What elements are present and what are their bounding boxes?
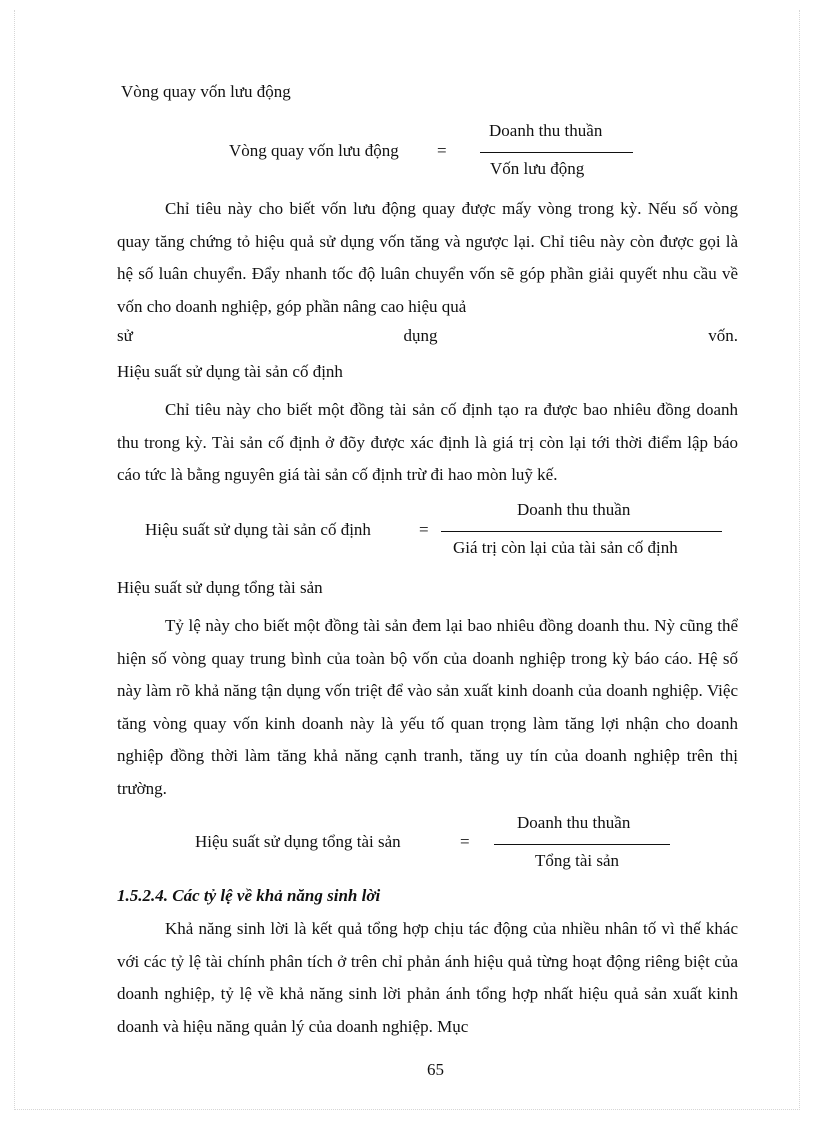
fraction-bar (494, 844, 670, 845)
word: dụng (403, 326, 438, 345)
formula-numerator: Doanh thu thuần (489, 121, 603, 140)
formula-numerator: Doanh thu thuần (517, 813, 631, 832)
formula-label: Hiệu suất sử dụng tài sản cố định (145, 520, 371, 539)
formula-equals: = (419, 520, 429, 539)
paragraph-vong-quay (117, 193, 738, 323)
formula-label: Vòng quay vốn lưu động (229, 141, 399, 160)
heading-vong-quay-von-luu-dong: Vòng quay vốn lưu động (121, 82, 291, 101)
paragraph-tong-ts (117, 610, 738, 805)
paragraph-text: Chỉ tiêu này cho biết một đồng tài sản cố định tạo ra được bao nhiêu đồng doanh thu trong kỳ. Tài sản cố định ở đõy được xác định là giá trị còn lại tới thời điểm lập báo cáo tức là bằng nguyên giá tài sản cố định trừ đi hao mòn luỹ kế. (117, 400, 738, 484)
word: vốn. (708, 326, 738, 345)
formula-denominator: Vốn lưu động (490, 159, 585, 178)
formula-label: Hiệu suất sử dụng tổng tài sản (195, 832, 401, 851)
fraction-bar (441, 531, 722, 532)
paragraph-tscd (117, 394, 738, 492)
formula-equals: = (460, 832, 470, 851)
heading-hieu-suat-tscd: Hiệu suất sử dụng tài sản cố định (117, 362, 343, 381)
section-heading: 1.5.2.4. Các tỷ lệ về khả năng sinh lời (117, 886, 381, 905)
formula-denominator: Tổng tài sản (535, 851, 620, 870)
paragraph-sinh-loi (117, 913, 738, 1043)
paragraph-text: Tỷ lệ này cho biết một đồng tài sản đem lại bao nhiêu đồng doanh thu. Nỳ cũng thể hiện số vòng quay trung bình của toàn bộ vốn của doanh nghiệp trong kỳ báo cáo. Hệ số này làm rõ khả năng tận dụng vốn triệt để vào sản xuất kinh doanh của doanh nghiệp. Việc tăng vòng quay vốn kinh doanh này là yếu tố quan trọng làm tăng lợi nhận cho doanh nghiệp đồng thời làm tăng khả năng cạnh tranh, tăng uy tín của doanh nghiệp trên thị trường. (117, 616, 738, 798)
paragraph-last-line (117, 326, 738, 346)
paragraph-text: Khả năng sinh lời là kết quả tổng hợp chịu tác động của nhiều nhân tố vì thế khác với các tỷ lệ tài chính phân tích ở trên chỉ phản ánh hiệu quả từng hoạt động riêng biệt của doanh nghiệp, tỷ lệ về khả năng sinh lời phản ánh tổng hợp nhất hiệu quả sản xuất kinh doanh và hiệu năng quản lý của doanh nghiệp. Mục (117, 919, 738, 1036)
heading-hieu-suat-tong-ts: Hiệu suất sử dụng tổng tài sản (117, 578, 323, 597)
page-number: 65 (427, 1060, 444, 1079)
formula-denominator: Giá trị còn lại của tài sản cố định (453, 538, 678, 557)
fraction-bar (480, 152, 633, 153)
formula-numerator: Doanh thu thuần (517, 500, 631, 519)
paragraph-text: Chỉ tiêu này cho biết vốn lưu động quay được mấy vòng trong kỳ. Nếu số vòng quay tăng chứng tỏ hiệu quả sử dụng vốn tăng và ngược lại. Chỉ tiêu này còn được gọi là hệ số luân chuyển. Đẩy nhanh tốc độ luân chuyển vốn sẽ góp phần giải quyết nhu cầu về vốn cho doanh nghiệp, góp phần nâng cao hiệu quả (117, 199, 738, 316)
word: sử (117, 326, 133, 345)
formula-equals: = (437, 141, 447, 160)
